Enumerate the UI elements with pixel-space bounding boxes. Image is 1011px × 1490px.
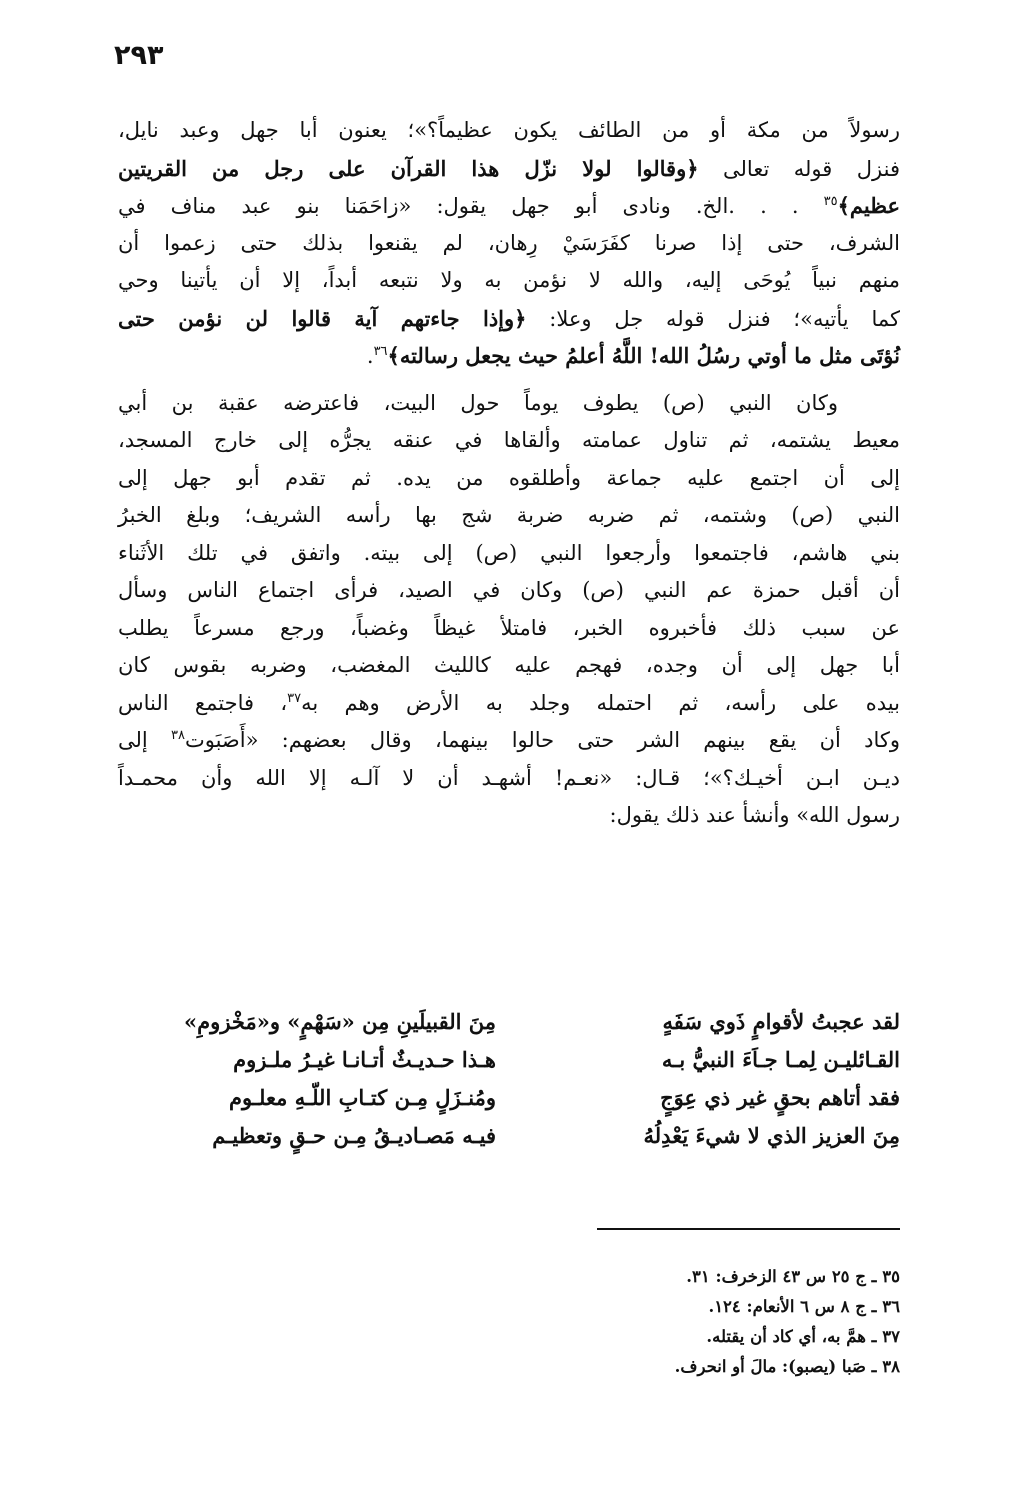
paragraph-2 [118,385,900,685]
text-line: بني هاشم، فاجتمعوا وأرجعوا النبي (ص) إلى بيته. واتفق في تلك الأثَناء [118,540,900,565]
footnote-marker: ٣٨ [171,728,185,743]
text-line [118,337,900,375]
text-line [118,150,900,188]
poem-verse [118,1079,900,1117]
footnote-marker: ٣٦ [373,344,388,359]
poem [118,1003,900,1155]
footnote-marker: ٣٥ [823,194,838,209]
footnotes [520,1262,900,1382]
text-segment: إلى [118,728,171,752]
text-line: وكان النبي (ص) يطوف يوماً حول البيت، فاعترضه عقبة بن أبي [118,390,839,415]
text-line [118,112,900,150]
footnote-separator [597,1228,900,1230]
text-segment: منهم نبياً يُوحَى إليه، والله لا نؤمن به ولا نتبعه أبداً، إلا أن يأتينا وحي [118,268,900,292]
text-line: النبي (ص) وشتمه، ثم ضربه ضربة شج بها رأسه الشريف؛ وبلغ الخبرُ [118,503,900,527]
paragraph-1 [118,112,900,375]
text-line [118,262,900,300]
text-segment: ﴿وقالوا لولا نزّل هذا القرآن على رجل من القريتين [118,155,699,181]
text-segment: ﴿وإذا جاءتهم آية قالوا لن نؤمن حتى [118,305,527,331]
text-line: إلى أن اجتمع عليه جماعة وأطلقوه من يده. ثم تقدم أبو جهل إلى [118,465,900,490]
text-segment: الشرف، حتى إذا صرنا كفَرَسَيْ رِهان، لم يقنعوا بذلك حتى زعموا أن [118,230,900,255]
footnote: ٣٧ ـ همَّ به، أي كاد أن يقتله. [706,1327,900,1346]
text-segment: فنزل قوله تعالى [698,156,900,181]
text-line [118,760,900,798]
paragraph-2-tail [118,685,900,835]
footnote-marker: ٣٧ [287,690,302,706]
text-segment: ديـن ابـن أخيـك؟»؛ قـال: «نعـم! أشهـد أن لا آلـه إلا الله وأن محمـداً [118,765,900,790]
text-segment: رسولاً من مكة أو من الطائف يكون عظيماً؟»؛ يعنون أبا جهل وعبد نايل، [118,118,900,142]
text-line [118,797,900,835]
text-line: أبا جهل إلى أن وجده، فهجم عليه كالليث المغضب، وضربه بقوس كان [118,653,900,677]
page-number: ٢٩٣ [114,40,164,71]
text-segment: . . .الخ. ونادى أبو جهل يقول: «زاحَمَنا بنو عبد مناف في [118,194,824,218]
text-segment: عظيم﴾ [837,193,900,218]
text-segment: كما يأتيه»؛ فنزل قوله جل وعلا: [526,306,900,331]
text-segment: ، فاجتمع الناس [118,690,288,715]
verse-second-hemistich: مِنَ القبيلَينِ مِن «سَهْمٍ» و«مَخْزومِ» [184,1009,496,1034]
text-line [118,225,900,263]
poem-verse [118,1117,900,1155]
text-line [118,685,900,723]
text-line: معيط يشتمه، ثم تناول عمامته وألقاها في عنقه يجرُّه إلى خارج المسجد، [118,428,900,452]
footnote: ٣٨ ـ صَبا (يصبو): مالَ أو انحرف. [674,1357,900,1376]
text-line [118,722,900,760]
main-text [118,112,900,835]
footnote: ٣٥ ـ ج ٢٥ س ٤٣ الزخرف: ٣١. [686,1267,900,1286]
footnote: ٣٦ ـ ج ٨ س ٦ الأنعام: ١٢٤. [708,1297,900,1316]
text-segment: بيده على رأسه، ثم احتمله وجلد به الأرض وهم به [301,690,900,715]
text-segment: وكاد أن يقع بينهم الشر حتى حالوا بينهما، وقال بعضهم: «أَصَبَوت [184,728,900,752]
text-segment: رسول الله» وأنشأ عند ذلك يقول: [609,803,900,827]
verse-second-hemistich: ومُنـزَلٍ مِـن كتـابِ اللّـهِ معلـوم [229,1085,496,1110]
verse-first-hemistich: فقد أتاهم بحقٍ غير ذي عِوَجٍ [660,1085,900,1110]
poem-verse [118,1041,900,1079]
text-line: أن أقبل حمزة عم النبي (ص) وكان في الصيد، فرأى اجتماع الناس وسأل [118,578,900,602]
text-line: عن سبب ذلك فأخبروه الخبر، فامتلأ غيظاً وغضباً، ورجع مسرعاً يطلب [118,615,900,640]
verse-first-hemistich: القـائليـن لِمـا جـاَءَ النبيُّ بـه [661,1047,900,1072]
verse-first-hemistich: لقد عجبتُ لأقوامٍ ذَوي سَفَهٍ [662,1009,900,1034]
text-line [118,187,900,225]
text-line [118,300,900,338]
verse-second-hemistich: فيـه مَصـاديـقُ مِـن حـقٍ وتعظيـم [212,1123,496,1148]
verse-first-hemistich: مِنَ العزيز الذي لا شيءَ يَعْدِلُهُ [643,1123,900,1148]
poem-verse [118,1003,900,1041]
text-segment: . [366,344,374,368]
verse-second-hemistich: هـذا حـديـثٌ أتـانـا غيـرُ ملـزوم [233,1047,496,1072]
text-segment: نُؤتَى مثل ما أوتي رسُلُ الله! اللَّهُ أعلمُ حيث يجعل رسالته﴾ [387,343,900,368]
